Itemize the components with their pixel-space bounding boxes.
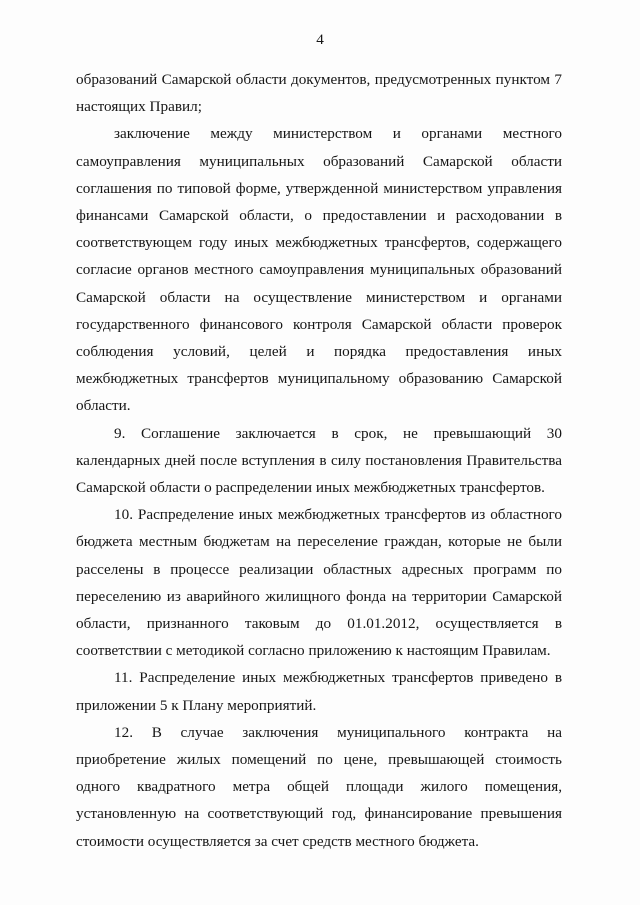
paragraph-item-11: 11. Распределение иных межбюджетных трансфертов приведено в приложении 5 к Плану мероприятий. <box>76 669 562 714</box>
paragraph-agreement-conclusion: заключение между министерством и органами местного самоуправления муниципальных образований Самарской области соглашения по типовой форме, утвержденной министерством управления финансами Самарской области, о предоставлении и расходовании в соответствующем году иных межбюджетных трансфертов, содержащего согласие органов местного самоуправления муниципальных образований Самарской области на осуществление министерством и органами государственного финансового контроля Самарской области проверок соблюдения условий, целей и порядка предоставления иных межбюджетных трансфертов муниципальному образованию Самарской области. <box>76 125 562 415</box>
paragraph-item-12: 12. В случае заключения муниципального контракта на приобретение жилых помещений по цене, превышающей стоимость одного квадратного метра общей площади жилого помещения, установленную на соответствующий год, финансирование превышения стоимости осуществляется за счет средств местного бюджета. <box>76 723 562 850</box>
page-number: 4 <box>316 31 324 48</box>
paragraph-item-9: 9. Соглашение заключается в срок, не превышающий 30 календарных дней после вступления в силу постановления Правительства Самарской области о распределении иных межбюджетных трансфертов. <box>76 424 562 497</box>
paragraph-item-10: 10. Распределение иных межбюджетных трансфертов из областного бюджета местным бюджетам на переселение граждан, которые не были расселены в процессе реализации областных адресных программ по переселению из аварийного жилищного фонда на территории Самарской области, признанного таковым до 01.01.2012, осуществляется в соответствии с методикой согласно приложению к настоящим Правилам. <box>76 506 562 660</box>
paragraph-continuation: образований Самарской области документов, предусмотренных пунктом 7 настоящих Правил; <box>76 71 562 116</box>
document-body <box>76 66 562 855</box>
